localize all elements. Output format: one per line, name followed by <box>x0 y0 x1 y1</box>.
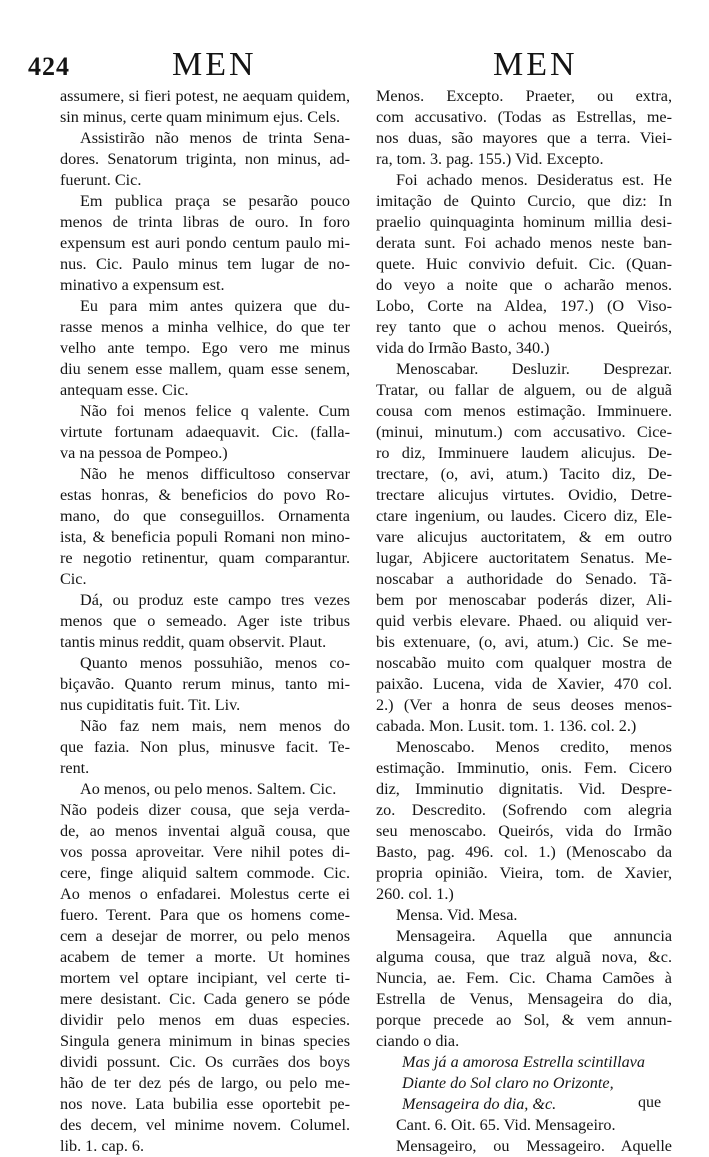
text-line: va na pessoa de Pompeo.) <box>60 444 228 462</box>
left-column <box>60 86 350 1157</box>
text-line: Não he menos difficultoso conservar <box>80 465 350 483</box>
text-line: Mensageira do dia, &c. <box>402 1095 557 1113</box>
text-line: mano, do que conseguillos. Ornamenta <box>60 507 350 525</box>
text-line: Lobo, Corte na Aldea, 197.) (O Viso- <box>376 297 672 315</box>
text-line: minativo a expensum est. <box>60 276 225 294</box>
text-line: antequam esse. Cic. <box>60 381 189 399</box>
text-line: rey tanto que o achou menos. Queirós, <box>376 318 672 336</box>
running-head-right: MEN <box>493 46 578 83</box>
text-line: que fazia. Non plus, minusve facit. Te- <box>60 738 350 756</box>
text-line: derata sunt. Foi achado menos neste ban- <box>376 234 672 252</box>
text-line: Em publica praça se pesarão pouco <box>80 192 350 210</box>
text-line: seu menoscabo. Queirós, vida do Irmão <box>376 822 672 840</box>
text-line: assumere, si fieri potest, ne aequam quidem, <box>60 87 350 105</box>
text-line: paixão. Lucena, vida de Xavier, 470 col. <box>376 675 672 693</box>
text-line: bem por menoscabar poderás dizer, Ali- <box>376 591 672 609</box>
text-line: quete. Huic convivio defuit. Cic. (Quan- <box>376 255 672 273</box>
text-line: ciando o dia. <box>376 1032 460 1050</box>
text-line: Cant. 6. Oit. 65. Vid. Mensageiro. <box>396 1116 616 1134</box>
text-line: vare alicujus auctoritatem, & em outro <box>376 528 672 546</box>
text-line: Mensageira. Aquella que annuncia <box>396 927 672 945</box>
text-line: alguma cousa, que traz alguã nova, &c. <box>376 948 672 966</box>
text-line: biçavão. Quanto rerum minus, tanto mi- <box>60 675 350 693</box>
text-line: dividi possunt. Cic. Os currães dos boys <box>60 1053 350 1071</box>
text-line: vida do Irmão Basto, 340.) <box>376 339 550 357</box>
text-line: Ao menos o enfadarei. Molestus certe ei <box>60 885 350 903</box>
text-line: Menos. Excepto. Praeter, ou extra, <box>376 87 672 105</box>
text-line: com accusativo. (Todas as Estrellas, me- <box>376 108 672 126</box>
text-line: porque precede ao Sol, & vem annun- <box>376 1011 672 1029</box>
text-line: vos possa aproveitar. Vere nihil potes di- <box>60 843 350 861</box>
text-line: Estrella de Venus, Mensageira do dia, <box>376 990 672 1008</box>
text-line: propria opinião. Vieira, tom. de Xavier, <box>376 864 672 882</box>
page-number: 424 <box>28 52 70 81</box>
text-line: Foi achado menos. Desideratus est. He <box>396 171 672 189</box>
text-line: Diante do Sol claro no Orizonte, <box>402 1074 614 1092</box>
text-line: rent. <box>60 759 90 777</box>
text-line: diu senem esse mallem, quam esse senem, <box>60 360 350 378</box>
text-line: fuero. Terent. Para que os homens come- <box>60 906 350 924</box>
text-line: ra, tom. 3. pag. 155.) Vid. Excepto. <box>376 150 604 168</box>
text-line: lib. 1. cap. 6. <box>60 1137 145 1155</box>
text-line: noscabar a authoridade do Senado. Tã- <box>376 570 672 588</box>
text-line: quid verbis elevare. Phaed. ou aliquid ver- <box>376 612 672 630</box>
text-line: Ao menos, ou pelo menos. Saltem. Cic. <box>80 780 337 798</box>
text-line: Nuncia, ae. Fem. Cic. Chama Camões à <box>376 969 672 987</box>
text-line: Quanto menos possuhião, menos co- <box>80 654 350 672</box>
text-line: noscabão muito com qualquer mostra de <box>376 654 672 672</box>
text-line: tantis minus reddit, quam observit. Plaut. <box>60 633 327 651</box>
text-line: acabem de temer a morte. Ut homines <box>60 948 350 966</box>
text-line: Menoscabar. Desluzir. Desprezar. <box>396 360 672 378</box>
text-line: hão de ter dez pés de largo, ou pelo me- <box>60 1074 350 1092</box>
text-line: nus cupiditatis fuit. Tit. Liv. <box>60 696 241 714</box>
text-line: ctare ingenium, ou laudes. Cicero diz, Ele- <box>376 507 672 525</box>
text-line: estas honras, & beneficios do povo Ro- <box>60 486 350 504</box>
text-line: nos duas, são mayores que a terra. Viei- <box>376 129 672 147</box>
catchword: que <box>638 1094 662 1111</box>
right-column <box>376 86 672 1157</box>
text-line: bis extenuare, (o, avi, atum.) Cic. Se me- <box>376 633 672 651</box>
text-line: ista, & beneficia populi Romani non mino- <box>60 528 350 546</box>
text-line: cabada. Mon. Lusit. tom. 1. 136. col. 2.) <box>376 717 637 735</box>
text-line: des decem, vel minime novem. Columel. <box>60 1116 350 1134</box>
text-line: cere, finge aliquid saltem commode. Cic. <box>60 864 350 882</box>
text-line: 2.) (Ver a honra de seus deoses menos- <box>376 696 672 714</box>
text-line: Mas já a amorosa Estrella scintillava <box>402 1053 645 1071</box>
text-line: Basto, pag. 496. col. 1.) (Menoscabo da <box>376 843 672 861</box>
text-line: diz, Imminutio dignitatis. Vid. Despre- <box>376 780 672 798</box>
text-line: virtute fortunam adaequavit. Cic. (falla- <box>60 423 350 441</box>
text-line: do veyo a noite que o acharão menos. <box>376 276 672 294</box>
text-line: mortem vel optare incipiant, vel certe ti- <box>60 969 350 987</box>
text-line: de, ao menos inventai alguã cousa, que <box>60 822 350 840</box>
text-line: ro diz, Imminuere laudem alicujus. De- <box>376 444 672 462</box>
text-line: mere desistant. Cic. Cada genero se póde <box>60 990 350 1008</box>
text-line: Cic. <box>60 570 87 588</box>
text-line: Não foi menos felice q valente. Cum <box>80 402 350 420</box>
text-line: menos de trinta libras de ouro. In foro <box>60 213 350 231</box>
text-line: Singula genera minimum in binas species <box>60 1032 350 1050</box>
text-line: nus. Cic. Paulo minus tem lugar de no- <box>60 255 350 273</box>
text-line: Mensageiro, ou Messageiro. Aquelle <box>396 1137 672 1155</box>
text-line: estimação. Imminutio, onis. Fem. Cicero <box>376 759 672 777</box>
text-line: praelio quinquaginta hominum millia desi- <box>376 213 672 231</box>
text-line: Dá, ou produz este campo tres vezes <box>80 591 350 609</box>
text-line: Assistirão não menos de trinta Sena- <box>80 129 350 147</box>
text-line: rasse menos a minha velhice, do que ter <box>60 318 350 336</box>
text-line: dividir pelo menos em duas especies. <box>60 1011 350 1029</box>
text-line: 260. col. 1.) <box>376 885 454 903</box>
text-line: cem a desejar de morrer, ou pelo menos <box>60 927 350 945</box>
text-line: menos que o semeado. Ager iste tribus <box>60 612 350 630</box>
text-line: Mensa. Vid. Mesa. <box>396 906 518 924</box>
text-line: dores. Senatorum triginta, non minus, ad- <box>60 150 350 168</box>
text-line: Eu para mim antes quizera que du- <box>80 297 350 315</box>
text-line: (minui, minutum.) com accusativo. Cice- <box>376 423 672 441</box>
text-line: lugar, Abjicere auctoritatem Senatus. Me- <box>376 549 672 567</box>
text-line: Menoscabo. Menos credito, menos <box>396 738 672 756</box>
text-line: fuerunt. Cic. <box>60 171 142 189</box>
text-line: Tratar, ou fallar de alguem, ou de alguã <box>376 381 672 399</box>
text-line: cousa com menos estimação. Imminuere. <box>376 402 672 420</box>
text-line: Não faz nem mais, nem menos do <box>80 717 350 735</box>
text-line: Não podeis dizer cousa, que seja verda- <box>60 801 350 819</box>
text-line: expensum est auri pondo centum paulo mi- <box>60 234 350 252</box>
text-line: trectare, (o, avi, atum.) Tacito diz, De- <box>376 465 672 483</box>
text-line: nos nove. Lata bubilia esse oportebit pe- <box>60 1095 350 1113</box>
text-line: imitação de Quinto Curcio, que diz: In <box>376 192 672 210</box>
text-line: zo. Descredito. (Sofrendo com alegria <box>376 801 672 819</box>
running-head-left: MEN <box>172 46 257 83</box>
text-line: sin minus, certe quam minimum ejus. Cels. <box>60 108 341 126</box>
text-line: trectare alicujus virtutes. Ovidio, Detre- <box>376 486 672 504</box>
text-line: velho ante tempo. Ego vero me minus <box>60 339 350 357</box>
text-line: re negotio retinentur, quam comparantur. <box>60 549 350 567</box>
